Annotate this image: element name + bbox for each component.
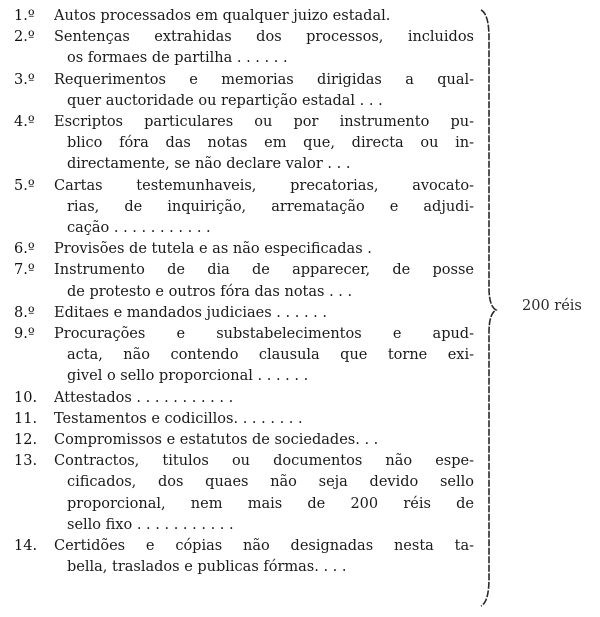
list-item — [6, 176, 474, 240]
list-item — [6, 260, 474, 302]
list-item — [6, 430, 474, 451]
brace-bracket — [478, 8, 498, 608]
item-line: cificados, dos quaes não seja devido sello — [67, 474, 474, 491]
item-line: rias, de inquirição, arrematação e adjudi- — [67, 198, 474, 215]
item-text — [54, 388, 474, 409]
item-line: de protesto e outros fóra das notas . . . — [67, 283, 353, 300]
tariff-item-list — [6, 6, 474, 578]
item-line: Sentenças extrahidas dos processos, incluidos — [54, 29, 474, 46]
item-line: Autos processados em qualquer juizo estadal. — [54, 8, 391, 24]
item-line: Attestados . . . . . . . . . . . — [54, 389, 234, 406]
item-text — [54, 27, 474, 69]
item-number: 7.º — [14, 262, 35, 279]
item-number: 6.º — [14, 241, 35, 258]
item-text — [54, 70, 474, 112]
item-number: 14. — [14, 538, 38, 555]
item-number: 10. — [14, 389, 38, 406]
item-text — [54, 451, 474, 536]
item-text — [54, 112, 474, 176]
item-number: 12. — [14, 432, 38, 449]
item-text — [54, 324, 474, 388]
item-text — [54, 260, 474, 302]
fee-amount: 200 réis — [522, 298, 582, 314]
item-line: Testamentos e codicillos. . . . . . . . — [54, 410, 303, 427]
list-item — [6, 303, 474, 324]
list-item — [6, 112, 474, 176]
item-text — [54, 430, 474, 451]
item-line: Instrumento de dia de apparecer, de posse — [54, 262, 474, 279]
item-text — [54, 409, 474, 430]
item-number: 4.º — [14, 114, 35, 131]
list-item — [6, 27, 474, 69]
list-item — [6, 536, 474, 578]
item-line: os formaes de partilha . . . . . . — [67, 50, 288, 67]
item-number: 2.º — [14, 29, 35, 46]
item-line: bella, traslados e publicas fórmas. . . . — [67, 559, 347, 576]
item-line: blico fóra das notas em que, directa ou in- — [67, 135, 474, 152]
item-line: Compromissos e estatutos de sociedades. . . — [54, 432, 379, 449]
item-line: quer auctoridade ou repartição estadal . . . — [67, 92, 383, 109]
item-line: directamente, se não declare valor . . . — [67, 156, 351, 173]
list-item — [6, 409, 474, 430]
list-item — [6, 239, 474, 260]
item-text — [54, 303, 474, 324]
item-text — [54, 176, 474, 240]
item-line: Provisões de tutela e as não especificadas . — [54, 241, 372, 258]
item-number: 9.º — [14, 326, 35, 343]
item-text — [54, 239, 474, 260]
item-line: proporcional, nem mais de 200 réis de — [67, 495, 474, 512]
list-item — [6, 6, 474, 27]
list-item — [6, 451, 474, 536]
item-text — [54, 536, 474, 578]
list-item — [6, 70, 474, 112]
item-number: 8.º — [14, 304, 35, 321]
item-number: 13. — [14, 453, 38, 470]
item-line: acta, não contendo clausula que torne exi- — [67, 347, 474, 364]
item-line: Contractos, titulos ou documentos não espe- — [54, 453, 474, 470]
item-line: Escriptos particulares ou por instrumento pu- — [54, 114, 474, 131]
item-line: cação . . . . . . . . . . . — [67, 220, 211, 237]
item-line: Certidões e cópias não designadas nesta ta- — [54, 538, 474, 555]
item-number: 5.º — [14, 177, 35, 194]
item-line: Editaes e mandados judiciaes . . . . . . — [54, 304, 328, 321]
item-number: 11. — [14, 410, 38, 427]
list-item — [6, 388, 474, 409]
item-line: Cartas testemunhaveis, precatorias, avocato- — [54, 177, 474, 194]
item-text — [54, 6, 474, 27]
list-item — [6, 324, 474, 388]
item-number: 3.º — [14, 71, 35, 88]
item-line: givel o sello proporcional . . . . . . — [67, 368, 309, 385]
item-line: Requerimentos e memorias dirigidas a qual- — [54, 71, 474, 88]
item-line: sello fixo . . . . . . . . . . . — [67, 516, 234, 533]
item-line: Procurações e substabelecimentos e apud- — [54, 326, 474, 343]
item-number: 1.º — [14, 8, 35, 24]
